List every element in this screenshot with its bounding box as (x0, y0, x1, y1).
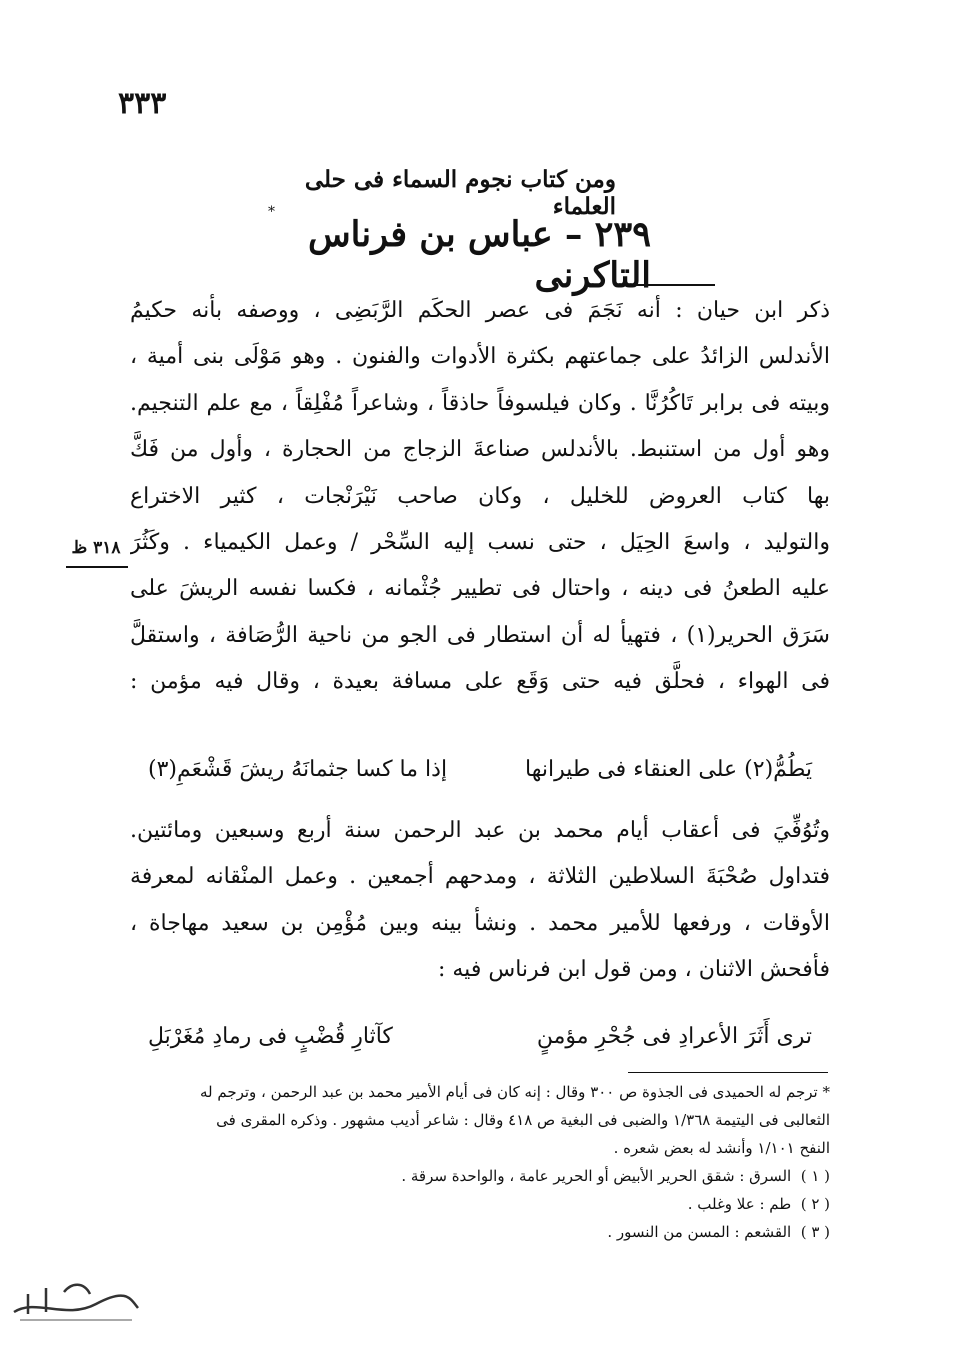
text-line: سَرَق الحرير(١) ، فتهيأ له أن استطار فى الجو من ناحية الرُّصَافة ، واستقلَّ (130, 622, 830, 648)
paragraph-1 (130, 288, 830, 706)
footnote-number: ( ١ ) (800, 1167, 830, 1185)
text-line: ذكر ابن حيان : أنه نَجَمَ فى عصر الحكَم الرَّبَضِى ، ووصفه بأنه حكيمُ (130, 298, 830, 323)
source-heading: ومن كتاب نجوم السماء فى حلى العلماء (304, 166, 616, 220)
logo-flourish (14, 1296, 138, 1312)
text-line: والتوليد ، واسعَ الحِيَل ، حتى نسب إليه السِّحْر / وعمل الكيمياء . وكَثُرَ (130, 529, 830, 555)
paragraph-2 (130, 808, 830, 994)
footnote-text: السرق : شقق الحرير الأبيض أو الحرير عامة ، والواحدة سرقة . (401, 1167, 792, 1185)
footnote-item (120, 1162, 830, 1190)
footnote-divider (628, 1072, 828, 1073)
text-line: فأفحش الاثنان ، ومن قول ابن فرناس فيه : (437, 957, 830, 983)
verse-1-first-hemistich: يَطُمُّ(٢) على العنقاء فى طيرانها (524, 757, 812, 782)
text-line: وتُوُفِّيَ فى أعقاب أيام محمد بن عبد الرحمن سنة أربع وسبعين ومائتين. (130, 818, 830, 843)
text-line: وهو أول من استنبط. بالأندلس صناعةَ الزجاج من الحجارة ، وأول من فَكَّ (130, 437, 830, 463)
verse-2-first-hemistich: ترى أَثَرَ الأعرادِ فى جُحْرِ مؤمنٍ (536, 1024, 812, 1049)
footnote-source-line: النفح ١/١٠١ وأنشد له بعض شعره . (613, 1139, 830, 1157)
footnote-text: طم : علا وغلب . (687, 1195, 792, 1213)
footnote-item (120, 1218, 830, 1246)
verse-2 (130, 1014, 830, 1060)
footnote-source-line: * ترجم له الحميدى فى الجذوة ص ٣٠٠ وقال : إنه كان فى أيام الأمير محمد بن عبد الرحمن ، وترجم له (199, 1083, 830, 1101)
footnote-item (120, 1190, 830, 1218)
page-number: ٣٣٣ (118, 86, 167, 121)
footnote-number: ( ٣ ) (800, 1223, 830, 1241)
text-line: الأندلس الزائدُ على جماعتهم بكثرة الأدوات والفنون . وهو مَوْلَى بنى أمية ، (130, 344, 830, 370)
title-footnote-mark: * (268, 204, 275, 220)
text-line: وبيته فى برابر تَاكُرُنَّا . وكان فيلسوفاً حاذقاً ، وشاعراً مُفْلِقاً ، مع علم التنجيم. (130, 390, 830, 416)
verse-1-second-hemistich: إذا ما كسا جثمانَهُ ريشَ قَشْعَمِ(٣) (148, 757, 448, 782)
manuscript-folio-note: ٣١٨ ظ (71, 538, 121, 558)
verse-2-second-hemistich: كآثارِ قُضْبٍ فى رمادِ مُغَرْبَلِ (148, 1024, 393, 1049)
title-divider (620, 284, 715, 286)
footnote-text: القشعم : المسن من النسور . (607, 1223, 792, 1241)
footnote-source-line: الثعالبى فى اليتيمة ١/٣٦٨ والضبى فى البغية ص ٤١٨ وقال : شاعر أديب مشهور . وذكره المقرى فى (216, 1111, 830, 1129)
margin-divider (66, 566, 128, 568)
publisher-logo (6, 1268, 144, 1328)
text-line: عليه الطعنُ فى دينه ، واحتال فى تطيير جُثْمانه ، فكسا نفسه الريشَ على (130, 576, 830, 602)
biography-title: ٢٣٩ – عباس بن فرناس التاكرنى (307, 214, 651, 296)
text-line: الأوقات ، ورفعها للأمير محمد . ونشأ بينه وبين مُؤْمِن بن سعيد مهاجاة ، (130, 910, 830, 936)
text-line: فى الهواء ، فحلَّق فيه حتى وَقَع على مسافة بعيدة ، وقال فيه مؤمن : (130, 669, 830, 695)
text-line: بها كتاب العروض للخليل ، وكان صاحب نَيْرَنْجات ، كثير الاختراع (130, 483, 830, 509)
text-line: فتداول صُحْبَةَ السلاطين الثلاثة ، ومدحهم أجمعين . وعمل المنْقانه لمعرفة (130, 864, 830, 890)
footnotes (120, 1078, 830, 1246)
verse-1 (130, 747, 830, 793)
footnote-number: ( ٢ ) (800, 1195, 830, 1213)
